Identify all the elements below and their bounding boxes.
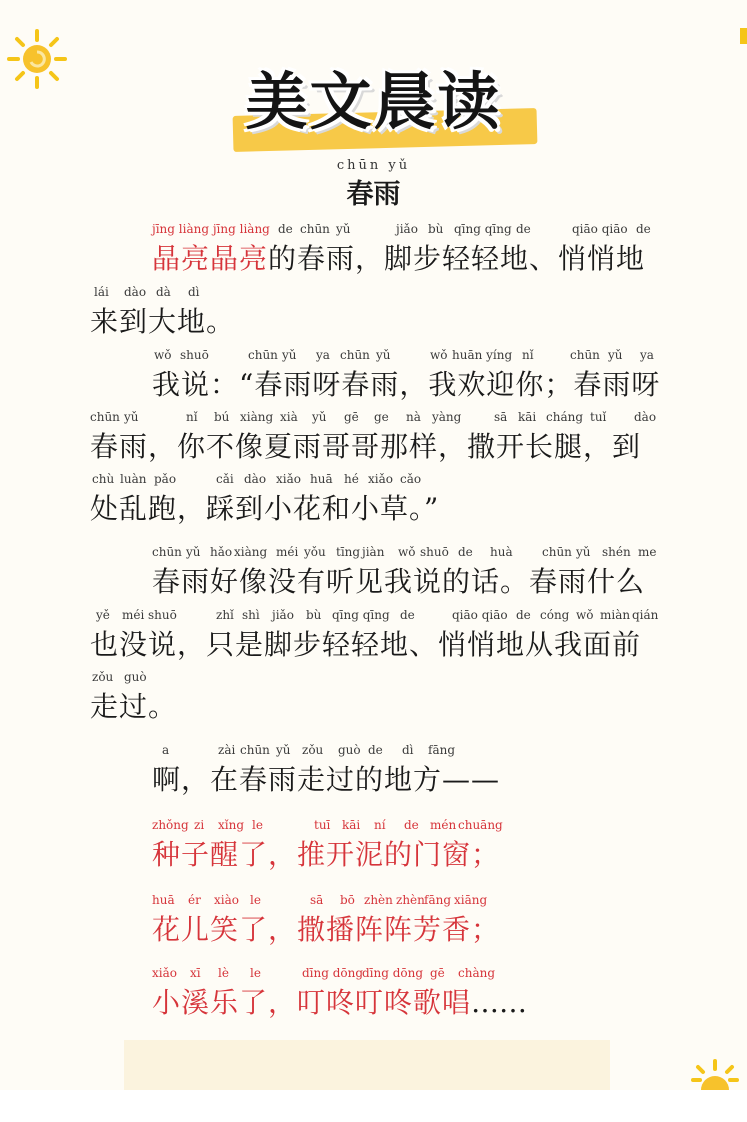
pinyin: hé (344, 472, 359, 486)
pinyin: le (252, 818, 263, 832)
pinyin: ya (316, 348, 330, 362)
pinyin: yǔ (608, 348, 623, 362)
highlighted-text: 晶亮晶亮 (152, 242, 269, 275)
pinyin: de (516, 222, 531, 236)
pinyin: kāi (342, 818, 361, 832)
poem-line (90, 608, 659, 672)
pinyin: yǔ (336, 222, 351, 236)
poem-line (152, 743, 500, 807)
pinyin: hǎo (210, 545, 233, 559)
pinyin: nǐ (186, 410, 198, 424)
pinyin: jiǎo (272, 608, 294, 622)
pinyin: xiào (214, 893, 239, 907)
pinyin: yě (96, 608, 110, 622)
pinyin: xiǎo (368, 472, 393, 486)
pinyin: huā (310, 472, 333, 486)
poem-line (90, 410, 657, 474)
pinyin: lái (94, 285, 109, 299)
pinyin-row (152, 743, 500, 763)
pinyin: mén (430, 818, 457, 832)
pinyin: huà (490, 545, 513, 559)
pinyin: jīng liàng jīng liàng (152, 222, 270, 236)
pinyin: de (278, 222, 293, 236)
poem-text: 也没说，只是脚步轻轻地、悄悄地从我面前 (90, 628, 642, 661)
pinyin: de (404, 818, 419, 832)
pinyin: xiàng (234, 545, 268, 559)
ellipsis: …… (471, 986, 528, 1019)
poem-line (152, 545, 657, 609)
pinyin: chūn (248, 348, 278, 362)
pinyin: ér (188, 893, 201, 907)
pinyin: guò (338, 743, 361, 757)
pinyin: zhǐ (216, 608, 234, 622)
pinyin: fāng (424, 893, 452, 907)
pinyin: xià (280, 410, 298, 424)
pinyin: yǔ (276, 743, 291, 757)
pinyin: de (636, 222, 651, 236)
pinyin: bù (306, 608, 322, 622)
pinyin: chūn (542, 545, 572, 559)
pinyin: zhèn (396, 893, 425, 907)
pinyin: zài (218, 743, 236, 757)
pinyin: shuō (148, 608, 177, 622)
pinyin: le (250, 893, 261, 907)
pinyin: xǐng (218, 818, 245, 832)
pinyin: tuǐ (590, 410, 607, 424)
pinyin-row (152, 966, 527, 986)
pinyin: de (400, 608, 415, 622)
pinyin: dīng dōng (362, 966, 424, 980)
pinyin: shuō (420, 545, 449, 559)
pinyin: huān yíng (452, 348, 513, 362)
pinyin: ya (640, 348, 654, 362)
poem-text: 花儿笑了，撒播阵阵芳香； (152, 913, 501, 946)
pinyin: zhǒng (152, 818, 189, 832)
poem-text: 春雨，你不像夏雨哥哥那样，撒开长腿，到 (90, 430, 642, 463)
pinyin: zhèn (364, 893, 393, 907)
pinyin: me (638, 545, 657, 559)
pinyin: zǒu (302, 743, 324, 757)
pinyin: wǒ (430, 348, 448, 362)
pinyin: xī (190, 966, 201, 980)
pinyin: dà (156, 285, 171, 299)
pinyin: chuāng (458, 818, 503, 832)
pinyin-row (152, 893, 500, 913)
poem-text: 来到大地。 (90, 305, 236, 338)
pinyin: wǒ (576, 608, 594, 622)
pinyin: de (458, 545, 473, 559)
pinyin: jiǎo (396, 222, 418, 236)
pinyin: dào (634, 410, 657, 424)
pinyin: nǐ (522, 348, 534, 362)
pinyin: wǒ (398, 545, 416, 559)
pinyin: méi (122, 608, 145, 622)
pinyin: yǒu (304, 545, 326, 559)
poem-text: 我说：“春雨呀春雨，我欢迎你；春雨呀 (152, 368, 661, 401)
poem-text: 处乱跑，踩到小花和小草。” (90, 492, 440, 525)
pinyin: chàng (458, 966, 496, 980)
page-title: 美文晨读 (245, 65, 502, 138)
pinyin: chù (92, 472, 115, 486)
pinyin: cǎi (216, 472, 234, 486)
pinyin: ge (374, 410, 389, 424)
pinyin: kāi (518, 410, 537, 424)
pinyin: dì (402, 743, 414, 757)
pinyin: de (368, 743, 383, 757)
poem-line (152, 966, 527, 1030)
pinyin: zǒu (92, 670, 114, 684)
pinyin-row (152, 545, 657, 565)
sun-icon (740, 28, 747, 44)
pinyin: méi (276, 545, 299, 559)
pinyin: guò (124, 670, 147, 684)
pinyin: chūn (90, 410, 120, 424)
pinyin: chūn (300, 222, 330, 236)
poem-title-pinyin: chūn yǔ (336, 158, 411, 173)
poem-heading (0, 158, 747, 211)
pinyin: dīng dōng (302, 966, 364, 980)
pinyin: xiàng (240, 410, 274, 424)
pinyin: le (250, 966, 261, 980)
pinyin-row (90, 670, 177, 690)
pinyin-row (90, 608, 659, 628)
pinyin: cǎo (400, 472, 422, 486)
pinyin: sā (494, 410, 508, 424)
pinyin: xiǎo (276, 472, 301, 486)
pinyin: pǎo (154, 472, 177, 486)
pinyin: yǔ (186, 545, 201, 559)
pinyin: dì (188, 285, 200, 299)
poem-text: 春雨好像没有听见我说的话。春雨什么 (152, 565, 646, 598)
pinyin: gē (430, 966, 445, 980)
pinyin-row (90, 472, 439, 492)
pinyin: qīng qīng (332, 608, 390, 622)
pinyin-row (90, 285, 235, 305)
pinyin: shén (602, 545, 631, 559)
pinyin: lè (218, 966, 229, 980)
pinyin: qián (632, 608, 659, 622)
pinyin: nà (406, 410, 421, 424)
pinyin: chūn (240, 743, 270, 757)
pinyin: wǒ (154, 348, 172, 362)
pinyin: gē (344, 410, 359, 424)
poem-line (152, 222, 651, 286)
pinyin: yǔ (376, 348, 391, 362)
pinyin: jiàn (362, 545, 385, 559)
pinyin: bō (340, 893, 355, 907)
pinyin: dào (124, 285, 147, 299)
pinyin: yǔ (124, 410, 139, 424)
poem-line (90, 472, 439, 536)
pinyin: yǔ (282, 348, 297, 362)
pinyin: chūn (152, 545, 182, 559)
pinyin: shuō (180, 348, 209, 362)
pinyin: bù (428, 222, 444, 236)
pinyin: de (516, 608, 531, 622)
poem-text: 的春雨，脚步轻轻地、悄悄地 (268, 242, 646, 275)
hanzi-row (152, 242, 645, 276)
pinyin: qiāo qiāo (572, 222, 628, 236)
pinyin: sā (310, 893, 324, 907)
pinyin: cóng (540, 608, 570, 622)
pinyin: qīng qīng (454, 222, 512, 236)
pinyin-row (90, 410, 657, 430)
hanzi-row (152, 986, 527, 1020)
pinyin: tuī (314, 818, 331, 832)
poem-line (90, 670, 177, 734)
sun-icon (686, 1058, 744, 1090)
pinyin-row (152, 818, 503, 838)
header (0, 52, 747, 162)
pinyin: xiāng (454, 893, 488, 907)
pinyin: huā (152, 893, 175, 907)
pinyin: zi (194, 818, 205, 832)
pinyin: a (162, 743, 170, 757)
pinyin: chūn (340, 348, 370, 362)
decorative-card (124, 1040, 610, 1090)
pinyin: shì (242, 608, 260, 622)
pinyin: xiǎo (152, 966, 177, 980)
pinyin: miàn (600, 608, 631, 622)
pinyin: yǔ (576, 545, 591, 559)
pinyin: ní (374, 818, 386, 832)
poem-title: 春雨 (346, 179, 401, 210)
poem-line (90, 285, 235, 349)
pinyin: tīng (336, 545, 361, 559)
pinyin: dào (244, 472, 267, 486)
poem-line (152, 818, 503, 882)
pinyin: yǔ (312, 410, 327, 424)
poem-text: 种子醒了，推开泥的门窗； (152, 838, 501, 871)
poem-text: 啊，在春雨走过的地方—— (152, 763, 501, 796)
pinyin: qiāo qiāo (452, 608, 508, 622)
pinyin: fāng (428, 743, 456, 757)
bottom-margin (0, 1090, 747, 1122)
pinyin: cháng (546, 410, 584, 424)
pinyin: yàng (432, 410, 462, 424)
pinyin-row (152, 348, 660, 368)
poem-text: 走过。 (90, 690, 178, 723)
pinyin: bú (214, 410, 230, 424)
pinyin: luàn (120, 472, 147, 486)
poem-line (152, 348, 660, 412)
poem-text: 小溪乐了，叮咚叮咚歌唱 (152, 986, 472, 1019)
pinyin-row (152, 222, 651, 242)
pinyin: chūn (570, 348, 600, 362)
poem-line (152, 893, 500, 957)
